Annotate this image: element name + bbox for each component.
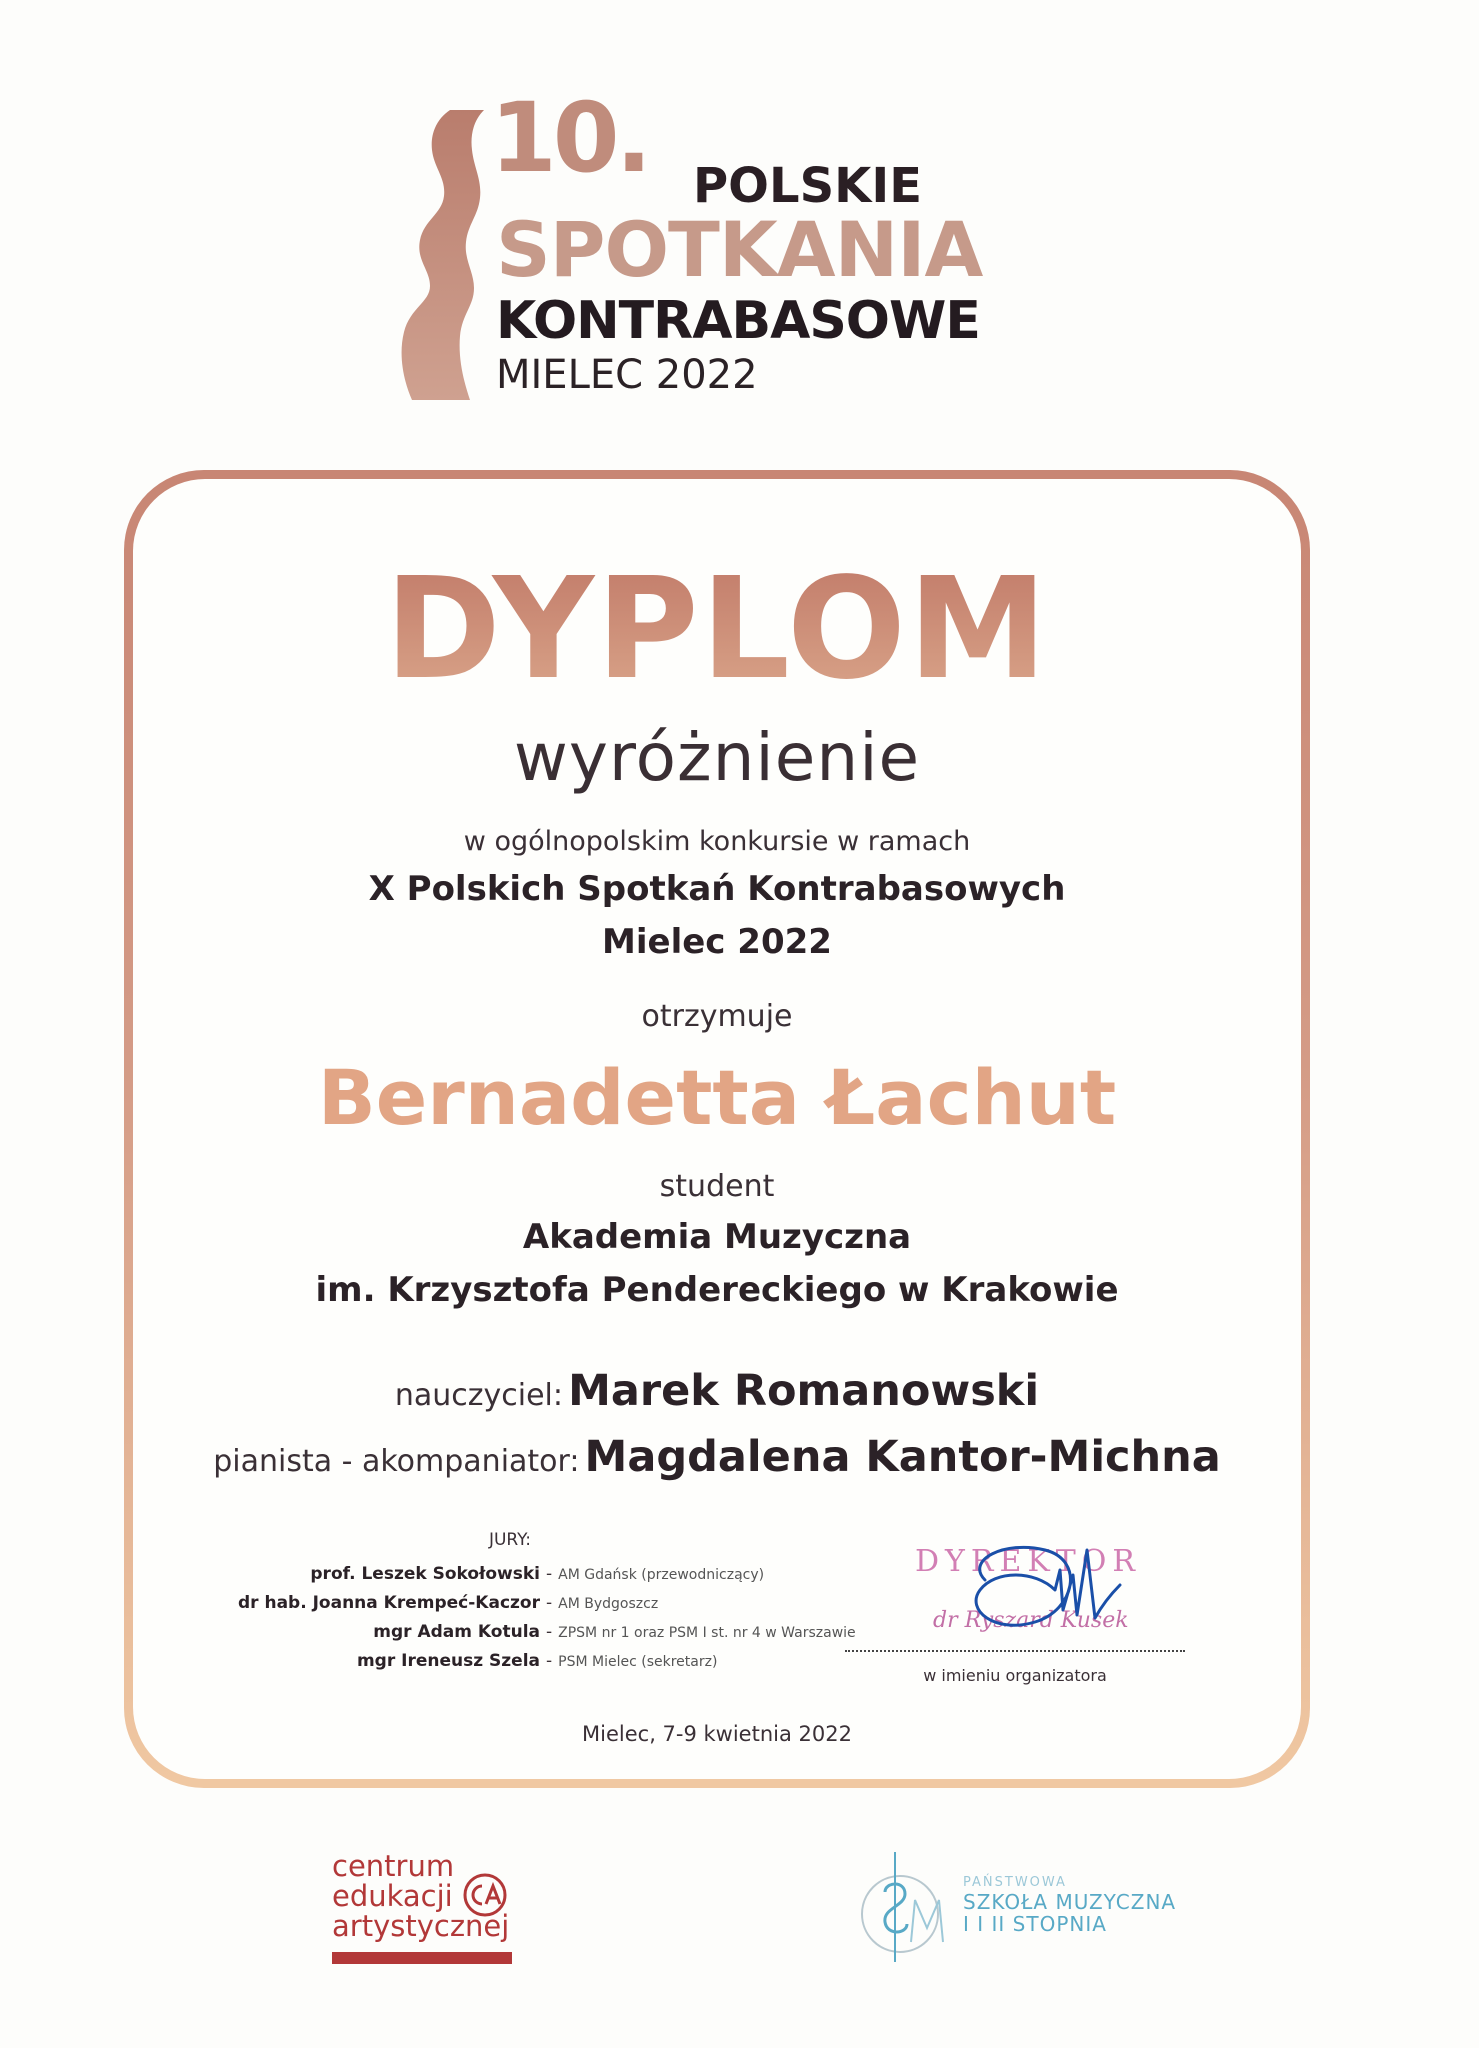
jury-separator: - xyxy=(546,1564,553,1584)
jury-separator: - xyxy=(546,1593,553,1613)
jury-member xyxy=(150,1560,830,1589)
jury-member-affiliation: AM Gdańsk (przewodniczący) xyxy=(558,1567,765,1583)
pianist-name: Magdalena Kantor-Michna xyxy=(584,1432,1221,1482)
signature-caption: w imieniu organizatora xyxy=(923,1666,1107,1685)
cea-logo-word: centrum xyxy=(332,1849,455,1883)
jury-member-name: dr hab. Joanna Krempeć-Kaczor xyxy=(238,1593,540,1613)
psm-logo-text: SZKOŁA MUZYCZNA xyxy=(963,1890,1177,1914)
logo-edition-number: 10. xyxy=(490,82,649,194)
teacher-line xyxy=(124,1366,1310,1416)
school-name-continued: im. Krzysztofa Pendereckiego w Krakowie xyxy=(315,1270,1119,1310)
logo-line-kontrabasowe: KONTRABASOWE xyxy=(496,291,980,351)
signature-line xyxy=(845,1650,1185,1652)
jury-member-affiliation: AM Bydgoszcz xyxy=(558,1596,659,1612)
jury-heading: JURY: xyxy=(488,1530,532,1550)
diploma-title: DYPLOM xyxy=(124,560,1310,700)
psm-mielec-logo xyxy=(845,1842,1185,1972)
teacher-label: nauczyciel: xyxy=(394,1378,563,1413)
jury-member-name: mgr Adam Kotula xyxy=(373,1622,540,1642)
jury-separator: - xyxy=(546,1651,553,1671)
director-stamp-title: DYREKTOR xyxy=(915,1544,1141,1579)
event-place-year: Mielec 2022 xyxy=(602,922,832,962)
intro-text: w ogólnopolskim konkursie w ramach xyxy=(463,826,971,857)
jury-member-name: prof. Leszek Sokołowski xyxy=(310,1564,540,1584)
event-logo xyxy=(390,82,1050,400)
pianist-line xyxy=(124,1432,1310,1482)
double-bass-icon xyxy=(390,110,490,400)
cea-logo-word: edukacji xyxy=(332,1879,453,1913)
jury-member-affiliation: ZPSM nr 1 oraz PSM I st. nr 4 w Warszawie xyxy=(558,1625,856,1641)
logo-line-place-year: MIELEC 2022 xyxy=(496,352,758,398)
pianist-label: pianista - akompaniator: xyxy=(213,1444,580,1479)
jury-member-affiliation: PSM Mielec (sekretarz) xyxy=(558,1654,718,1670)
school-name: Akademia Muzyczna xyxy=(522,1217,912,1257)
recipient-role: student xyxy=(659,1169,775,1204)
recipient-name: Bernadetta Łachut xyxy=(317,1053,1117,1142)
jury-member xyxy=(150,1647,830,1676)
receives-text: otrzymuje xyxy=(641,999,793,1034)
jury-member xyxy=(150,1618,856,1647)
award-type: wyróżnienie xyxy=(513,719,921,796)
jury-member-name: mgr Ireneusz Szela xyxy=(356,1651,540,1671)
psm-logo-text: I I II STOPNIA xyxy=(963,1912,1107,1936)
cea-emblem-icon xyxy=(460,1870,510,1920)
cea-logo-word: artystycznej xyxy=(332,1909,510,1943)
cea-logo xyxy=(332,1849,522,1964)
event-name: X Polskich Spotkań Kontrabasowych xyxy=(368,869,1066,909)
logo-line-spotkania: SPOTKANIA xyxy=(496,205,983,294)
teacher-name: Marek Romanowski xyxy=(568,1366,1040,1416)
director-signature-block xyxy=(845,1530,1185,1700)
jury-member xyxy=(150,1589,830,1618)
jury-list xyxy=(150,1530,856,1676)
logo-line-polskie: POLSKIE xyxy=(693,158,922,214)
jury-separator: - xyxy=(546,1622,553,1642)
psm-emblem-icon xyxy=(845,1842,955,1972)
cea-logo-bar xyxy=(332,1952,512,1964)
director-stamp-name: dr Ryszard Kusek xyxy=(933,1608,1129,1633)
psm-logo-text: PAŃSTWOWA xyxy=(963,1875,1067,1890)
handwritten-signature xyxy=(945,1530,1145,1650)
place-and-date: Mielec, 7-9 kwietnia 2022 xyxy=(582,1722,852,1746)
